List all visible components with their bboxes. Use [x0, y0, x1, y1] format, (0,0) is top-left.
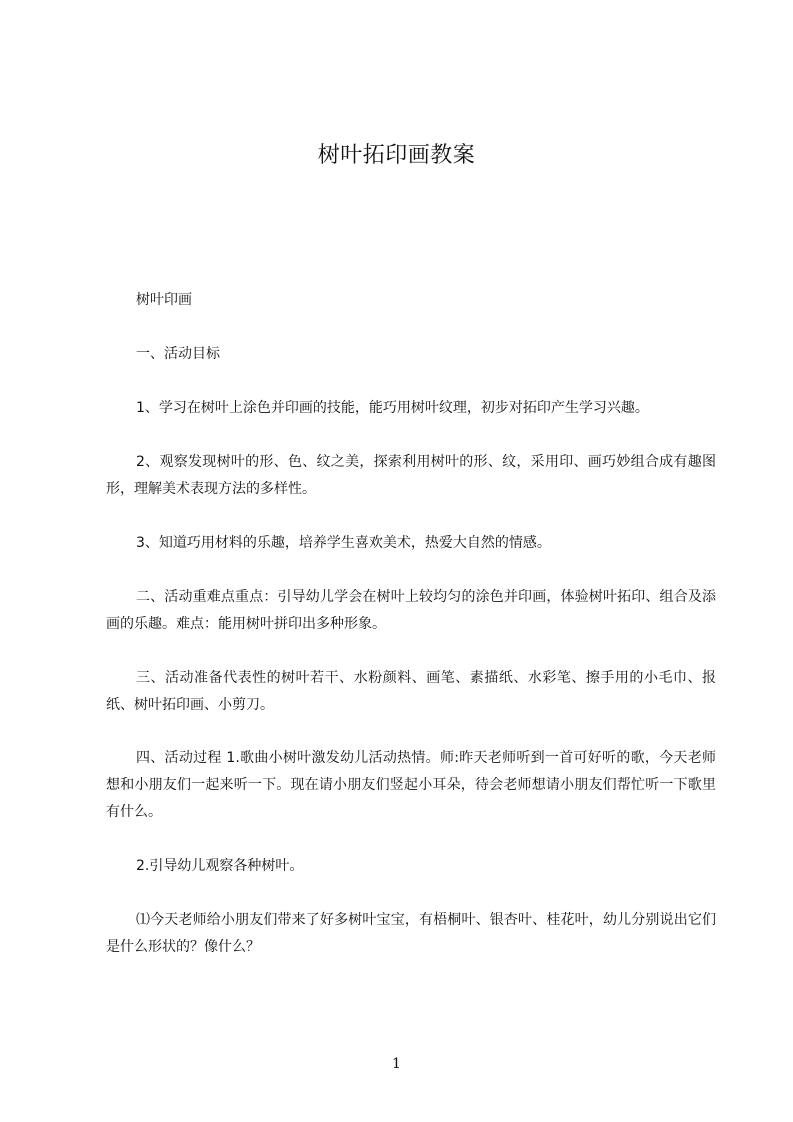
- paragraph-objectives-heading: 一、活动目标: [136, 346, 220, 362]
- paragraph-process: 四、活动过程 1.歌曲小树叶激发幼儿活动热情。师:昨天老师听到一首可好听的歌，今天老师想和小朋友们一起来听一下。现在请小朋友们竖起小耳朵，待会老师想请小朋友们帮忙听一下歌里有什么。: [106, 750, 716, 820]
- page-number: 1: [392, 1056, 401, 1072]
- paragraph-preparation: 三、活动准备代表性的树叶若干、水粉颜料、画笔、素描纸、水彩笔、擦手用的小毛巾、报纸、树叶拓印画、小剪刀。: [106, 670, 716, 713]
- document-title: 树叶拓印画教案: [317, 143, 476, 168]
- paragraph-step-2: 2.引导幼儿观察各种树叶。: [136, 858, 304, 874]
- paragraph-section-heading: 树叶印画: [136, 292, 192, 308]
- paragraph-key-points: 二、活动重难点重点：引导幼儿学会在树叶上较均匀的涂色并印画，体验树叶拓印、组合及添画的乐趣。难点：能用树叶拼印出多种形象。: [106, 589, 716, 632]
- paragraph-objective-3: 3、知道巧用材料的乐趣，培养学生喜欢美术，热爱大自然的情感。: [136, 535, 551, 551]
- paragraph-step-2-1: ⑴今天老师给小朋友们带来了好多树叶宝宝，有梧桐叶、银杏叶、桂花叶，幼儿分别说出它们是什么形状的？像什么？: [106, 912, 716, 955]
- paragraph-objective-2: 2、观察发现树叶的形、色、纹之美，探索利用树叶的形、纹，采用印、画巧妙组合成有趣图形，理解美术表现方法的多样性。: [106, 454, 716, 497]
- paragraph-objective-1: 1、学习在树叶上涂色并印画的技能，能巧用树叶纹理，初步对拓印产生学习兴趣。: [136, 400, 649, 416]
